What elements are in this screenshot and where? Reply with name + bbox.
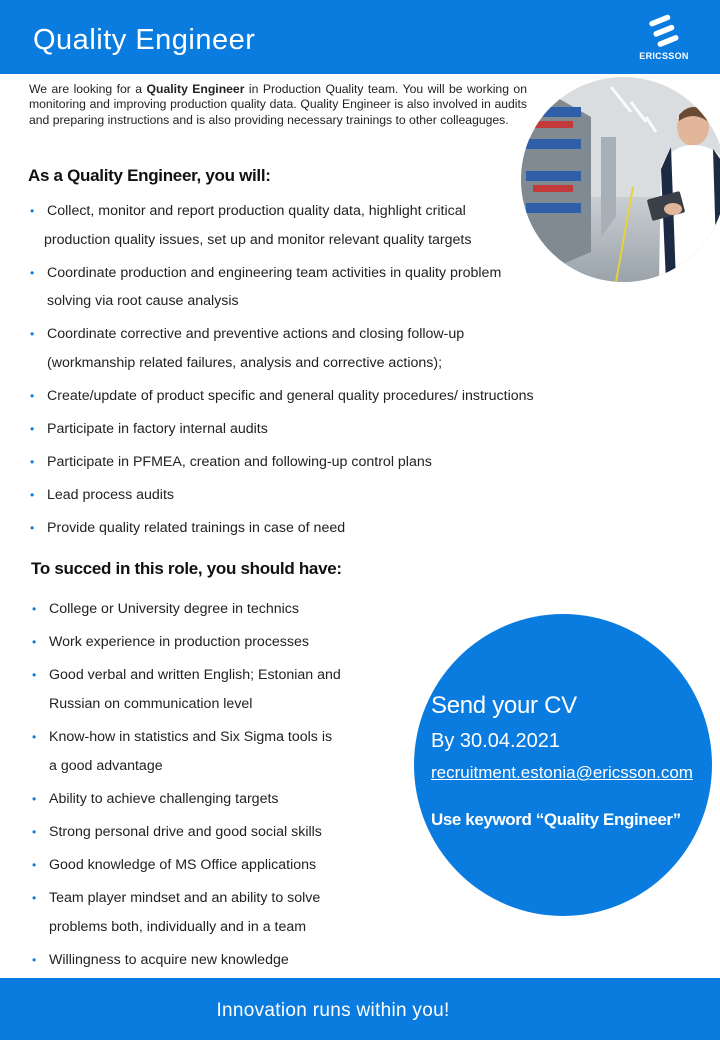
cta-email-link[interactable]: recruitment.estonia@ericsson.com — [431, 763, 693, 782]
responsibility-item — [30, 259, 534, 316]
footer-bar — [0, 978, 720, 1040]
responsibilities-list — [30, 197, 534, 547]
responsibility-item-text: Participate in PFMEA, creation and following-up control plans — [47, 453, 432, 470]
bullet-icon: • — [30, 421, 35, 436]
responsibility-item — [30, 481, 534, 510]
requirement-item — [32, 595, 341, 624]
bullet-icon: • — [30, 487, 35, 502]
intro-role-name: Quality Engineer — [146, 82, 245, 96]
responsibility-item-text: solving via root cause analysis — [47, 293, 239, 309]
responsibility-item-text: Coordinate corrective and preventive actions and closing follow-up — [47, 326, 465, 342]
responsibility-item — [30, 382, 534, 411]
bullet-icon: • — [30, 265, 35, 280]
requirement-item — [32, 628, 341, 657]
ericsson-logo — [636, 12, 692, 64]
responsibility-item — [30, 320, 534, 377]
responsibility-item — [30, 514, 534, 543]
requirement-item-text: Russian on communication level — [49, 696, 253, 712]
requirement-item — [32, 818, 341, 847]
bullet-icon: • — [32, 668, 37, 682]
header-bar — [0, 0, 720, 74]
bullet-icon: • — [32, 891, 37, 905]
requirement-item-text: problems both, individually and in a team — [49, 919, 307, 935]
requirement-item-text: Strong personal drive and good social skills — [49, 824, 322, 840]
requirement-item — [32, 785, 341, 814]
bullet-icon: • — [32, 635, 37, 649]
requirement-item — [32, 661, 341, 719]
requirement-item-text: College or University degree in technics — [49, 601, 299, 617]
requirement-item-text: Know-how in statistics and Six Sigma tools is — [49, 729, 333, 745]
logo-wordmark: ERICSSON — [639, 51, 689, 61]
bullet-icon: • — [32, 825, 37, 839]
responsibility-item-text: Lead process audits — [47, 486, 174, 503]
cta-deadline: By 30.04.2021 — [431, 730, 560, 752]
bullet-icon: • — [30, 520, 35, 535]
footer-slogan: Innovation runs within you! — [216, 1000, 450, 1021]
requirement-item-text: Good verbal and written English; Estonian and — [49, 667, 341, 683]
responsibility-item-text: Participate in factory internal audits — [47, 420, 268, 437]
responsibility-item-text: (workmanship related failures, analysis and corrective actions); — [47, 354, 443, 371]
requirement-item — [32, 723, 341, 781]
responsibility-item — [30, 197, 534, 254]
bullet-icon: • — [32, 792, 37, 806]
intro-text-start: We are looking for a — [29, 82, 147, 96]
responsibility-item-text: Provide quality related trainings in case of need — [47, 519, 346, 536]
bullet-icon: • — [32, 730, 37, 744]
requirement-item — [32, 851, 341, 880]
responsibility-item-text: Coordinate production and engineering team activities in quality problem — [47, 264, 502, 281]
requirement-item-text: Work experience in production processes — [49, 634, 309, 650]
requirement-item — [32, 946, 341, 975]
page-title: Quality Engineer — [33, 24, 256, 56]
cta-keyword: Use keyword “Quality Engineer” — [431, 810, 681, 829]
responsibility-item — [30, 448, 534, 477]
bullet-icon: • — [32, 953, 37, 967]
bullet-icon: • — [30, 327, 35, 341]
responsibilities-heading: As a Quality Engineer, you will: — [28, 166, 271, 185]
requirement-item-text: Ability to achieve challenging targets — [49, 791, 279, 807]
requirements-list — [32, 595, 341, 979]
responsibility-item-text: Create/update of product specific and general quality procedures/ instructions — [47, 387, 534, 404]
bullet-icon: • — [32, 602, 37, 616]
requirement-item-text: Team player mindset and an ability to solve — [49, 890, 321, 906]
intro-paragraph — [29, 82, 527, 128]
bullet-icon: • — [30, 388, 35, 403]
warehouse-photo — [521, 77, 720, 282]
intro-text-end: in Production Quality team. You will be working on monitoring and improving production quality data. Quality Engineer is also involved in audits and preparing instructions and is also providing necessary trainings to other colleaguges. — [29, 82, 527, 127]
requirement-item-text: Good knowledge of MS Office applications — [49, 857, 317, 873]
responsibility-item-text: production quality issues, set up and monitor relevant quality targets — [44, 231, 472, 248]
bullet-icon: • — [30, 204, 35, 218]
bullet-icon: • — [30, 454, 35, 469]
requirement-item-text: Willingness to acquire new knowledge — [49, 952, 289, 968]
bullet-icon: • — [32, 858, 37, 872]
cta-title: Send your CV — [431, 692, 577, 719]
responsibility-item-text: Collect, monitor and report production quality data, highlight critical — [47, 203, 466, 219]
ericsson-logo-icon — [636, 12, 692, 50]
responsibility-item — [30, 415, 534, 444]
requirement-item-text: a good advantage — [49, 758, 163, 774]
requirements-heading: To succed in this role, you should have: — [31, 559, 342, 578]
requirement-item — [32, 884, 341, 942]
